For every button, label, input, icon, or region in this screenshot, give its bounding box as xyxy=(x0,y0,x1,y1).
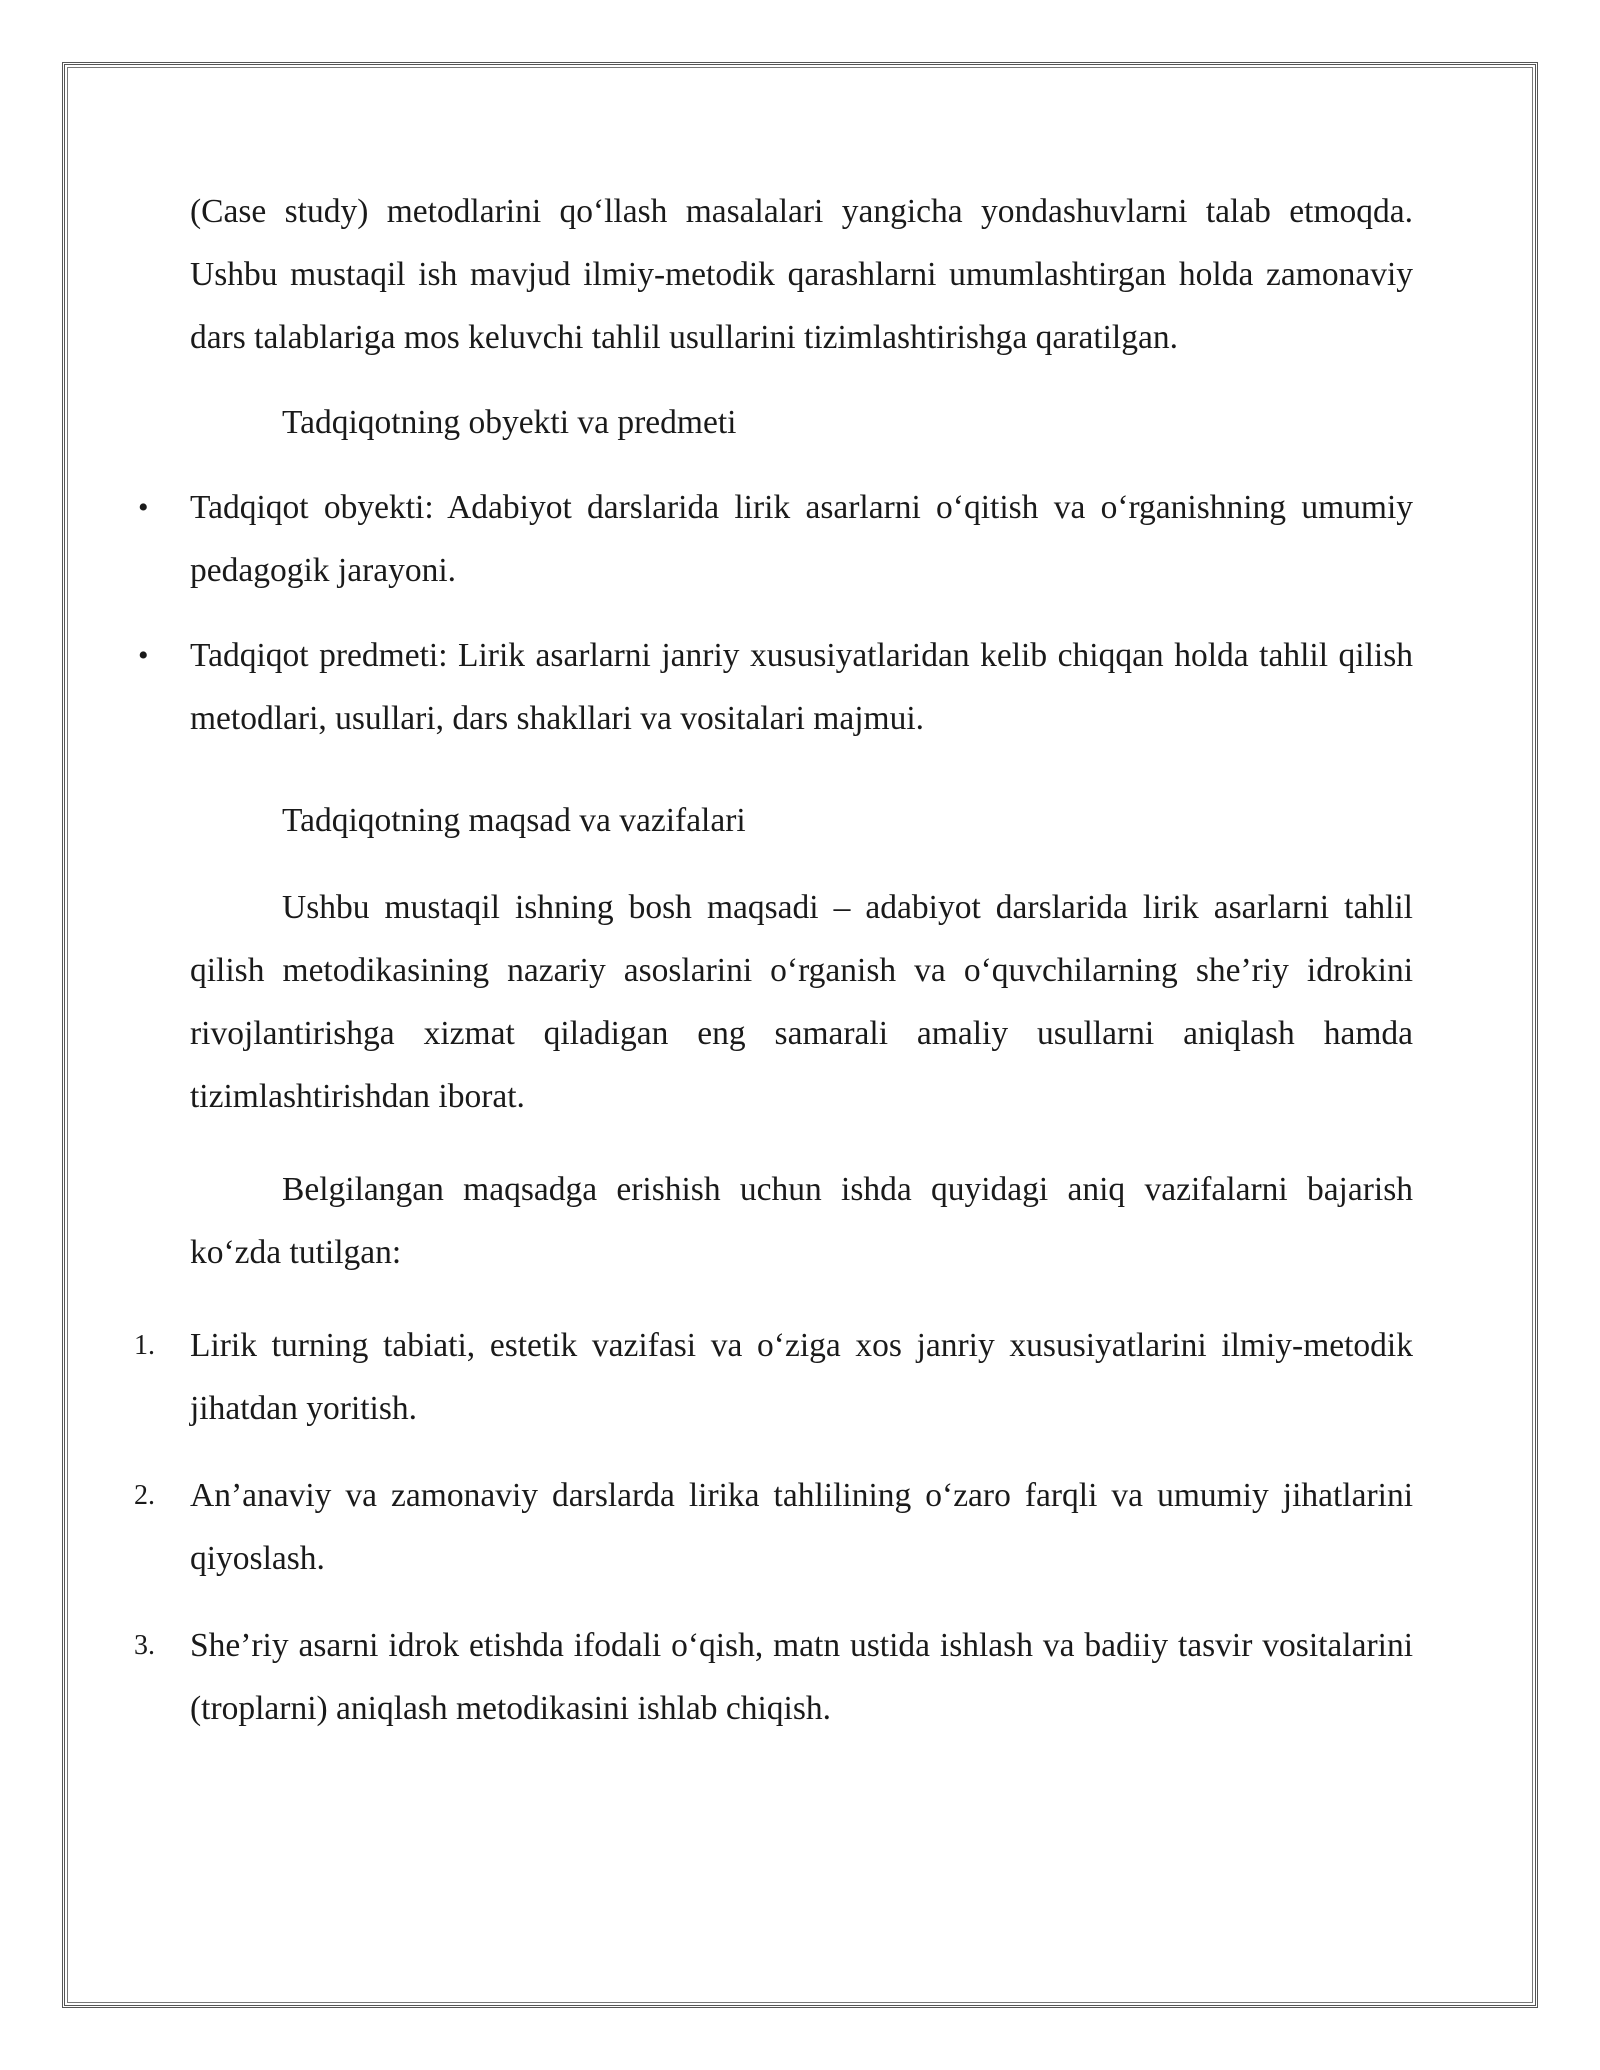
bullet-item-object xyxy=(138,476,1413,602)
task-item-3 xyxy=(134,1614,1413,1740)
task-text: An’anaviy va zamonaviy darslarda lirika tahlilining o‘zaro farqli va umumiy jihatlarini qiyoslash. xyxy=(190,1477,1413,1577)
bullet-item-subject xyxy=(138,624,1413,750)
bullet-text: Tadqiqot obyekti: Adabiyot darslarida lirik asarlarni o‘qitish va o‘rganishning umumiy pedagogik jarayoni. xyxy=(190,489,1413,589)
list-number: 1. xyxy=(134,1330,155,1361)
list-number: 3. xyxy=(134,1630,155,1661)
task-text: She’riy asarni idrok etishda ifodali o‘qish, matn ustida ishlash va badiiy tasvir vositalarini (troplarni) aniqlash metodikasini ishlab chiqish. xyxy=(190,1627,1413,1727)
document-body xyxy=(134,180,1413,1740)
list-number: 2. xyxy=(134,1480,155,1511)
task-item-2 xyxy=(134,1464,1413,1590)
bullet-text: Tadqiqot predmeti: Lirik asarlarni janriy xususiyatlaridan kelib chiqqan holda tahlil qilish metodlari, usullari, dars shakllari va vositalari majmui. xyxy=(190,637,1413,737)
goal-paragraph: Ushbu mustaqil ishning bosh maqsadi – adabiyot darslarida lirik asarlarni tahlil qilish metodikasining nazariy asoslarini o‘rganish va o‘quvchilarning she’riy idrokini rivojlantirishga xizmat qiladigan eng samarali amaliy usullarni aniqlash hamda tizimlashtirishdan iborat. xyxy=(190,889,1413,1115)
task-text: Lirik turning tabiati, estetik vazifasi va o‘ziga xos janriy xususiyatlarini ilmiy-metodik jihatdan yoritish. xyxy=(190,1327,1413,1427)
intro-paragraph: (Case study) metodlarini qo‘llash masalalari yangicha yondashuvlarni talab etmoqda. Ushbu mustaqil ish mavjud ilmiy-metodik qarashlarni umumlashtirgan holda zamonaviy dars talablariga mos keluvchi tahlil usullarini tizimlashtirishga qaratilgan. xyxy=(190,193,1413,356)
section-heading-goal: Tadqiqotning maqsad va vazifalari xyxy=(282,802,746,839)
tasks-intro-paragraph: Belgilangan maqsadga erishish uchun ishda quyidagi aniq vazifalarni bajarish ko‘zda tutilgan: xyxy=(190,1171,1413,1271)
section-heading-object: Tadqiqotning obyekti va predmeti xyxy=(282,404,737,441)
task-item-1 xyxy=(134,1314,1413,1440)
bullet-marker: • xyxy=(138,639,149,672)
bullet-marker: • xyxy=(138,491,149,524)
